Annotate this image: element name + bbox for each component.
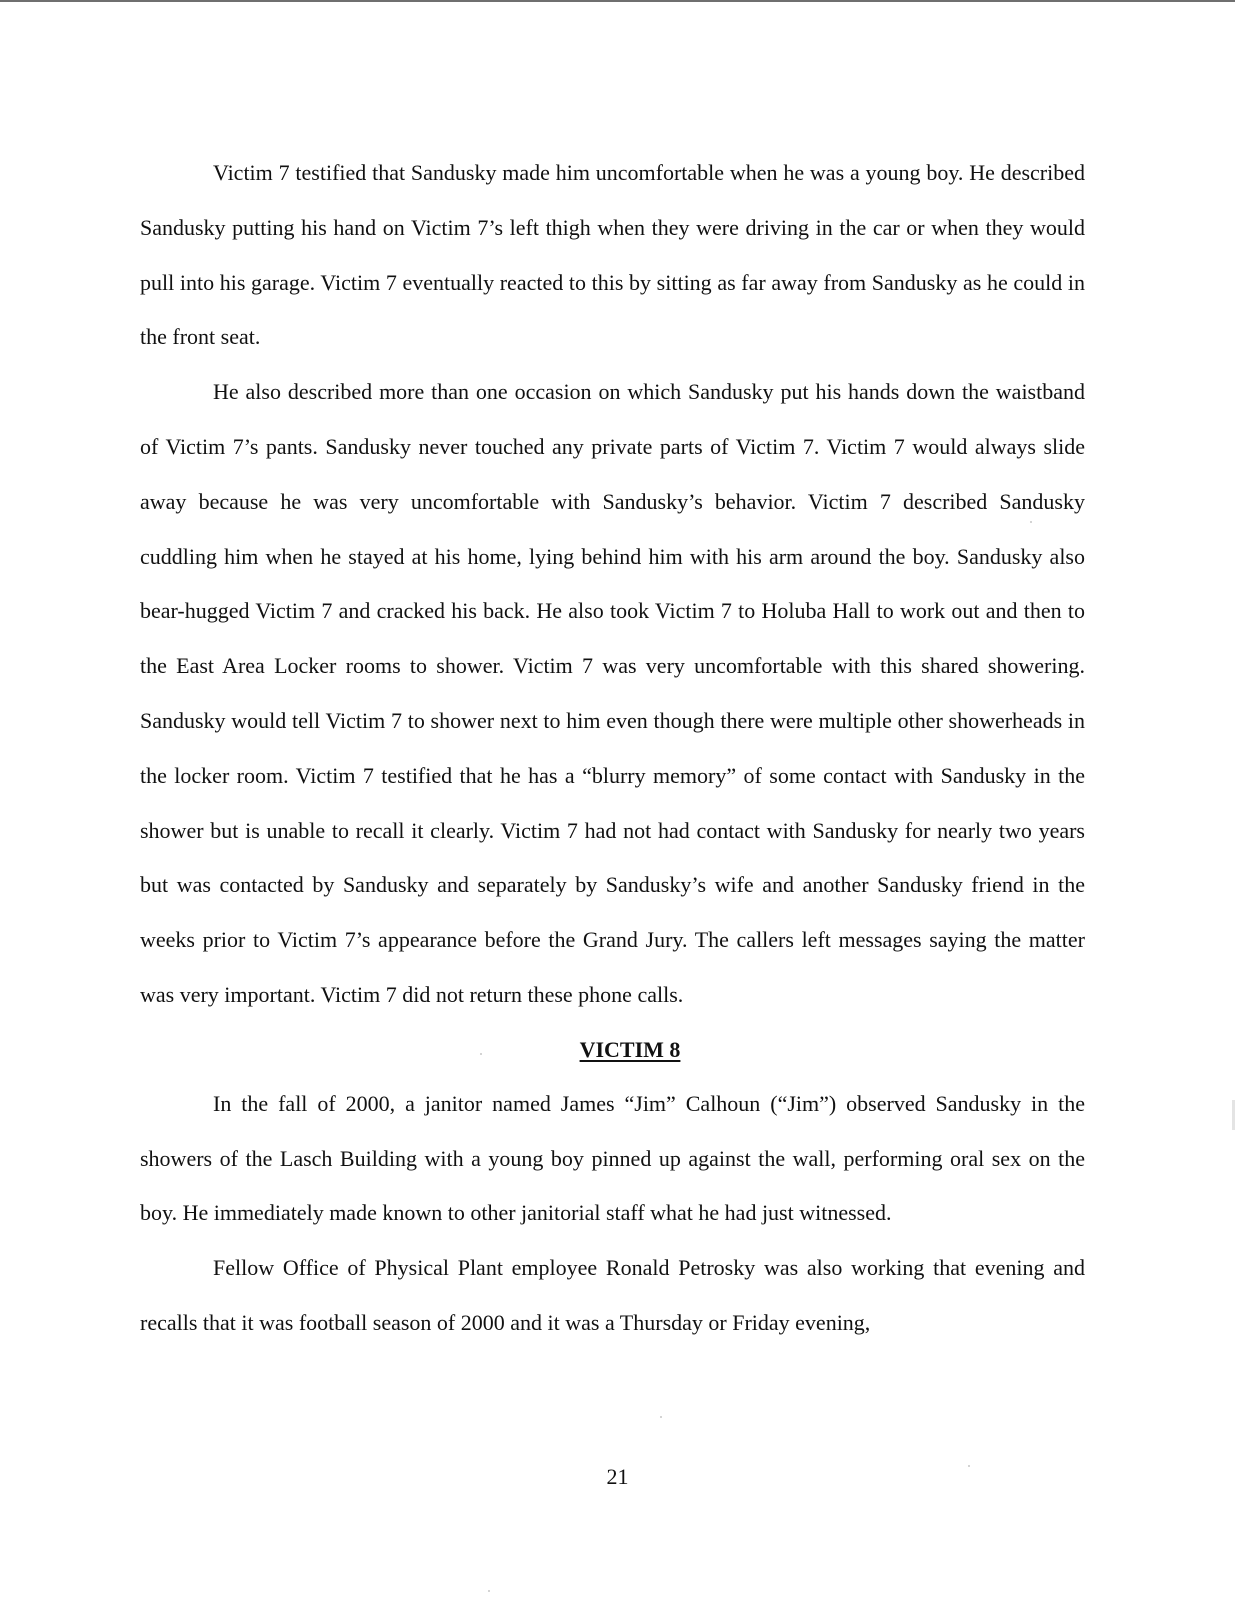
- scan-speck: [488, 1590, 490, 1592]
- paragraph-petrosky: Fellow Office of Physical Plant employee Ronald Petrosky was also working that evening and recalls that it was football season of 2000 and it was a Thursday or Friday evening,: [140, 1255, 1085, 1335]
- scan-speck: [480, 1053, 482, 1055]
- scan-speck: [660, 1416, 662, 1418]
- section-heading-victim8: VICTIM 8: [579, 1036, 681, 1062]
- paragraph-victim7-showers: He also described more than one occasion on which Sandusky put his hands down the waistband of Victim 7’s pants. Sandusky never touched any private parts of Victim 7. Victim 7 would always slide away because he was very uncomfortable with Sandusky’s behavior. Victim 7 described Sandusky cuddling him when he stayed at his home, lying behind him with his arm around the boy. Sandusky also bear-hugged Victim 7 and cracked his back. He also took Victim 7 to Holuba Hall to work out and then to the East Area Locker rooms to shower. Victim 7 was very uncomfortable with this shared showering. Sandusky would tell Victim 7 to shower next to him even though there were multiple other showerheads in the locker room. Victim 7 testified that he has a “blurry memory” of some contact with Sandusky in the shower but is unable to recall it clearly. Victim 7 had not had contact with Sandusky for nearly two years but was contacted by Sandusky and separately by Sandusky’s wife and another Sandusky friend in the weeks prior to Victim 7’s appearance before the Grand Jury. The callers left messages saying the matter was very important. Victim 7 did not return these phone calls.: [140, 379, 1085, 1007]
- document-page: [140, 146, 1085, 1351]
- paragraph-janitor-observation: In the fall of 2000, a janitor named James “Jim” Calhoun (“Jim”) observed Sandusky in the showers of the Lasch Building with a young boy pinned up against the wall, performing oral sex on the boy. He immediately made known to other janitorial staff what he had just witnessed.: [140, 1090, 1085, 1226]
- scan-speck: [1030, 521, 1032, 523]
- paragraph-victim7-car: Victim 7 testified that Sandusky made him uncomfortable when he was a young boy. He described Sandusky putting his hand on Victim 7’s left thigh when they were driving in the car or when they would pull into his garage. Victim 7 eventually reacted to this by sitting as far away from Sandusky as he could in the front seat.: [140, 160, 1085, 350]
- top-scan-border: [0, 0, 1235, 2]
- scan-speck: [968, 1465, 970, 1467]
- page-number: 21: [606, 1464, 629, 1489]
